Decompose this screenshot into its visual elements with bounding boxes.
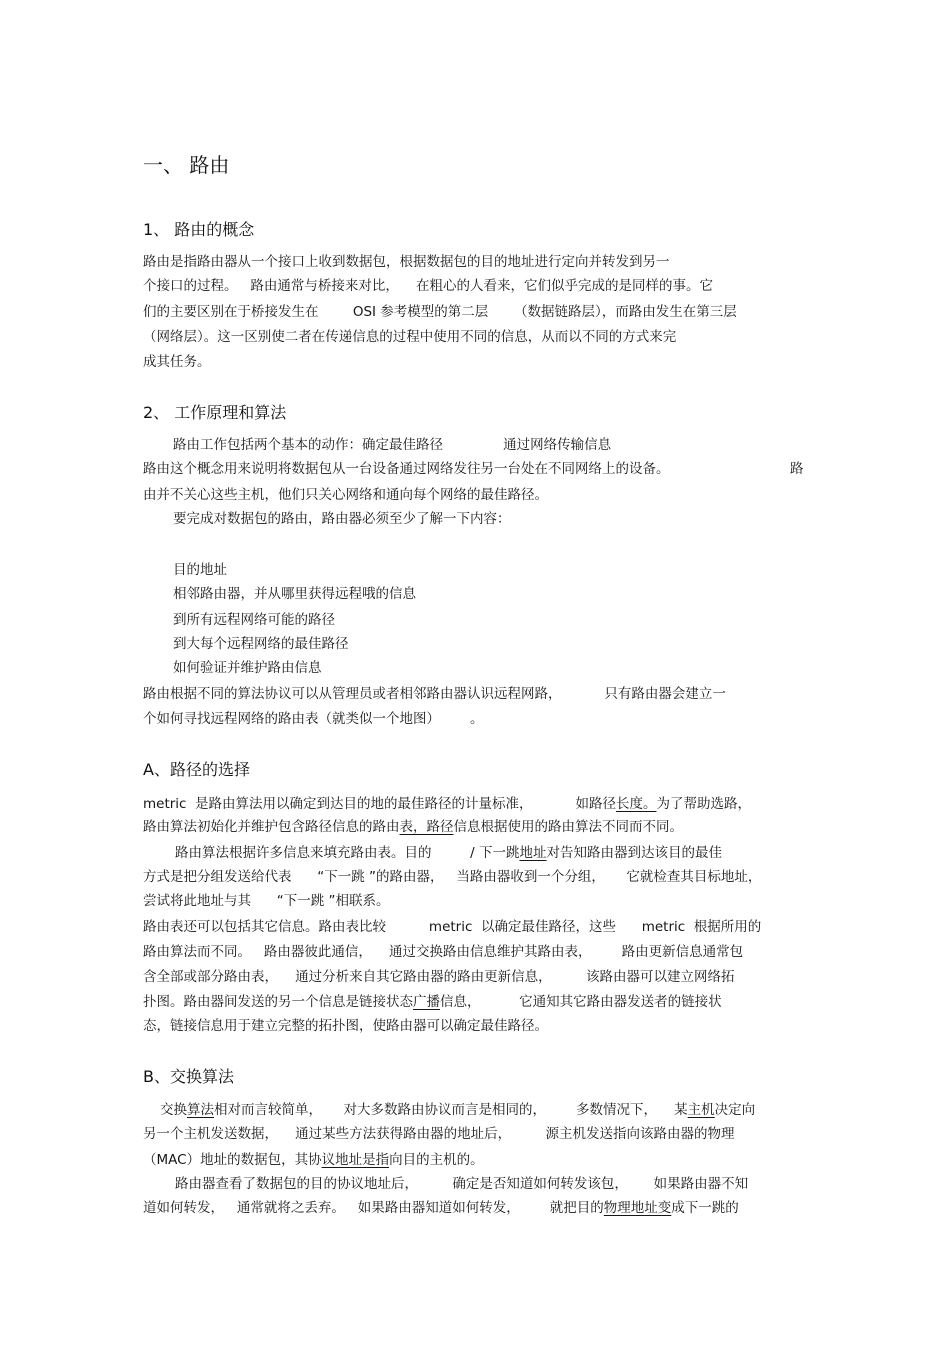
heading-switching-algorithm: B、交换算法 bbox=[143, 1067, 234, 1086]
paragraph-line: 路由算法而不同。 路由器彼此通信， 通过交换路由信息维护其路由表， 路由更新信息通常包 bbox=[143, 944, 744, 960]
paragraph-line: 态，链接信息用于建立完整的拓扑图，使路由器可以确定最佳路径。 bbox=[143, 1018, 548, 1034]
paragraph-line: 个接口的过程。 路由通常与桥接来对比， 在粗心的人看来，它们似乎完成的是同样的事。它 bbox=[143, 278, 714, 294]
text-run: 道如何转发， 通常就将之丢弃。 如果路由器知道如何转发， 就把目的 bbox=[143, 1200, 604, 1216]
paragraph-line: 成其任务。 bbox=[143, 354, 211, 370]
text-run: 路由算法初始化并维护包含路径信息的路由 bbox=[143, 819, 400, 835]
link-algorithm[interactable]: 算法 bbox=[187, 1102, 214, 1118]
text-run: 路由算法根据许多信息来填充路由表。目的 / 下一跳 bbox=[175, 845, 520, 861]
link-address[interactable]: 地址 bbox=[519, 845, 547, 861]
paragraph-line: 尝试将此地址与其 “下一跳 ”相联系。 bbox=[143, 893, 390, 909]
text-run: metric 是路由算法用以确定到达目的地的最佳路径的计量标准， 如路径 bbox=[143, 796, 616, 812]
paragraph-line: 由并不关心这些主机，他们只关心网络和通向每个网络的最佳路径。 bbox=[143, 487, 548, 503]
link-host[interactable]: 主机 bbox=[687, 1102, 715, 1118]
paragraph-line: 路由根据不同的算法协议可以从管理员或者相邻路由器认识远程网路， 只有路由器会建立一 bbox=[143, 686, 726, 702]
text-run: 交换 bbox=[160, 1102, 187, 1118]
paragraph-line bbox=[143, 1199, 739, 1217]
paragraph-line: 方式是把分组发送给代表 “下一跳 ”的路由器， 当路由器收到一个分组， 它就检查其目标地址， bbox=[143, 869, 762, 885]
paragraph-line: 路由工作包括两个基本的动作：确定最佳路径 通过网络传输信息 bbox=[173, 437, 612, 453]
paragraph-line-tail: 路 bbox=[790, 461, 804, 477]
heading-principle-algorithm: 2、 工作原理和算法 bbox=[143, 403, 287, 422]
paragraph-line: 含全部或部分路由表， 通过分析来自其它路由器的路由更新信息， 该路由器可以建立网络拓 bbox=[143, 969, 735, 985]
paragraph-line bbox=[143, 818, 683, 836]
text-run: 成下一跳的 bbox=[671, 1200, 739, 1216]
paragraph-line: 要完成对数据包的路由，路由器必须至少了解一下内容： bbox=[173, 511, 511, 527]
paragraph-line bbox=[175, 844, 722, 862]
list-item: 到所有远程网络可能的路径 bbox=[173, 612, 335, 628]
section-title: 一、 路由 bbox=[143, 153, 230, 177]
text-run: 扑图。路由器间发送的另一个信息是链接状态 bbox=[143, 994, 413, 1010]
text-run: （MAC）地址的数据包，其协 bbox=[143, 1152, 322, 1168]
text-run: 为了帮助选路， bbox=[656, 796, 751, 812]
heading-routing-concept: 1、 路由的概念 bbox=[143, 220, 255, 239]
heading-path-selection: A、路径的选择 bbox=[143, 760, 250, 779]
paragraph-line bbox=[143, 795, 751, 813]
paragraph-line bbox=[143, 993, 722, 1011]
paragraph-line: 们的主要区别在于桥接发生在 OSI 参考模型的第二层 （数据链路层），而路由发生在第三层 bbox=[143, 304, 737, 320]
text-run: 决定向 bbox=[714, 1102, 756, 1118]
paragraph-line: （网络层）。这一区别使二者在传递信息的过程中使用不同的信息，从而以不同的方式来完 bbox=[143, 329, 677, 345]
text-run: 相对而言较简单， 对大多数路由协议而言是相同的， 多数情况下， 某 bbox=[214, 1102, 688, 1118]
paragraph-line: 路由器查看了数据包的目的协议地址后， 确定是否知道如何转发该包， 如果路由器不知 bbox=[175, 1176, 749, 1192]
text-run: 向目的主机的。 bbox=[389, 1152, 484, 1168]
paragraph-line: 另一个主机发送数据， 通过某些方法获得路由器的地址后， 源主机发送指向该路由器的物理 bbox=[143, 1126, 735, 1142]
paragraph-line: 路由表还可以包括其它信息。路由表比较 metric 以确定最佳路径，这些 metric 根据所用的 bbox=[143, 919, 762, 935]
text-run: 对告知路由器到达该目的最佳 bbox=[546, 845, 722, 861]
text-run: 信息根据使用的路由算法不同而不同。 bbox=[453, 819, 683, 835]
text-run: 信息， 它通知其它路由器发送者的链接状 bbox=[440, 994, 722, 1010]
list-item: 相邻路由器，并从哪里获得远程哦的信息 bbox=[173, 586, 416, 602]
link-broadcast[interactable]: 广播 bbox=[413, 994, 440, 1010]
paragraph-line bbox=[143, 1151, 484, 1169]
link-table-path[interactable]: 表，路径 bbox=[399, 819, 454, 835]
link-protocol-address[interactable]: 议地址是指 bbox=[321, 1152, 390, 1168]
link-physical-address[interactable]: 物理地址变 bbox=[603, 1200, 672, 1216]
list-item: 如何验证并维护路由信息 bbox=[173, 660, 322, 676]
paragraph-line: 路由这个概念用来说明将数据包从一台设备通过网络发往另一台处在不同网络上的设备。 bbox=[143, 461, 670, 477]
paragraph-line: 个如何寻找远程网络的路由表（就类似一个地图） 。 bbox=[143, 711, 484, 727]
list-item: 目的地址 bbox=[173, 562, 227, 578]
paragraph-line: 路由是指路由器从一个接口上收到数据包，根据数据包的目的地址进行定向并转发到另一 bbox=[143, 254, 670, 270]
list-item: 到大每个远程网络的最佳路径 bbox=[173, 636, 349, 652]
paragraph-line bbox=[160, 1101, 755, 1119]
link-length[interactable]: 长度。 bbox=[615, 796, 657, 812]
